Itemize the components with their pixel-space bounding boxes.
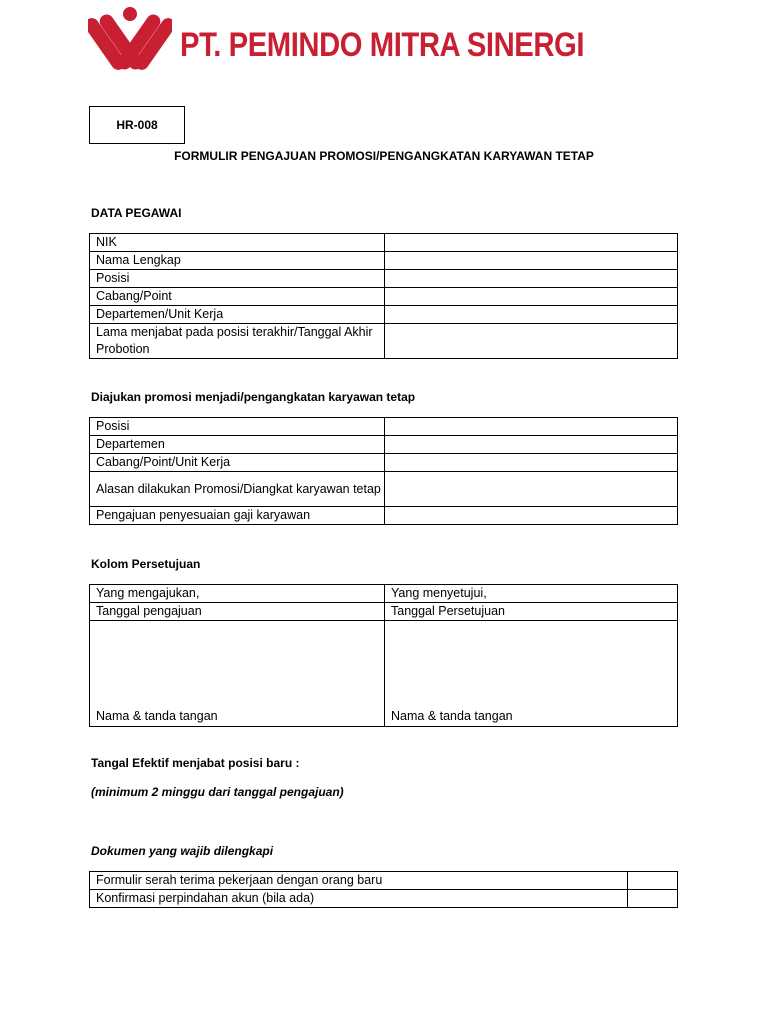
- document-label: Konfirmasi perpindahan akun (bila ada): [90, 890, 628, 908]
- effective-date-note: (minimum 2 minggu dari tanggal pengajuan): [91, 785, 344, 799]
- table-row: [90, 872, 678, 890]
- value-cell[interactable]: [385, 454, 678, 472]
- row-label: Alasan dilakukan Promosi/Diangkat karyawan tetap: [90, 472, 385, 507]
- approval-date-label: Tanggal Persetujuan: [385, 603, 678, 621]
- submission-date-label: Tanggal pengajuan: [90, 603, 385, 621]
- value-cell[interactable]: [385, 418, 678, 436]
- submitter-label: Yang mengajukan,: [90, 585, 385, 603]
- table-row: [90, 507, 678, 525]
- row-label: Posisi: [90, 418, 385, 436]
- row-label: Cabang/Point/Unit Kerja: [90, 454, 385, 472]
- approval-table: [89, 584, 678, 727]
- submitter-signature-cell[interactable]: [90, 621, 385, 727]
- section-heading-dokumen: Dokumen yang wajib dilengkapi: [91, 844, 274, 858]
- row-label: Nama Lengkap: [90, 252, 385, 270]
- checkbox-cell[interactable]: [628, 890, 678, 908]
- effective-date-label: Tangal Efektif menjabat posisi baru :: [91, 756, 300, 770]
- value-cell[interactable]: [385, 270, 678, 288]
- table-row: [90, 472, 678, 507]
- row-label: Departemen: [90, 436, 385, 454]
- row-label: Departemen/Unit Kerja: [90, 306, 385, 324]
- documents-table: [89, 871, 678, 908]
- section-heading-diajukan: Diajukan promosi menjadi/pengangkatan karyawan tetap: [91, 390, 416, 404]
- signature-label: Nama & tanda tangan: [391, 709, 513, 723]
- table-row: [90, 288, 678, 306]
- row-label: Cabang/Point: [90, 288, 385, 306]
- promotion-table: [89, 417, 678, 525]
- value-cell[interactable]: [385, 436, 678, 454]
- table-row: [90, 306, 678, 324]
- value-cell[interactable]: [385, 324, 678, 359]
- document-label: Formulir serah terima pekerjaan dengan orang baru: [90, 872, 628, 890]
- signature-label: Nama & tanda tangan: [96, 709, 218, 723]
- table-row: [90, 890, 678, 908]
- table-row: [90, 621, 678, 727]
- table-row: [90, 270, 678, 288]
- form-code: HR-008: [116, 118, 158, 132]
- section-heading-persetujuan: Kolom Persetujuan: [91, 557, 201, 571]
- value-cell[interactable]: [385, 288, 678, 306]
- value-cell[interactable]: [385, 507, 678, 525]
- table-row: [90, 454, 678, 472]
- approver-signature-cell[interactable]: [385, 621, 678, 727]
- table-row: [90, 585, 678, 603]
- checkbox-cell[interactable]: [628, 872, 678, 890]
- row-label: Lama menjabat pada posisi terakhir/Tanggal Akhir Probotion: [90, 324, 385, 359]
- company-name: PT. PEMINDO MITRA SINERGI: [180, 26, 585, 64]
- value-cell[interactable]: [385, 234, 678, 252]
- table-row: [90, 234, 678, 252]
- table-row: [90, 603, 678, 621]
- approver-label: Yang menyetujui,: [385, 585, 678, 603]
- table-row: [90, 418, 678, 436]
- table-row: [90, 436, 678, 454]
- value-cell[interactable]: [385, 252, 678, 270]
- row-label: Pengajuan penyesuaian gaji karyawan: [90, 507, 385, 525]
- table-row: [90, 324, 678, 359]
- table-row: [90, 252, 678, 270]
- section-heading-data-pegawai: DATA PEGAWAI: [91, 206, 182, 220]
- value-cell[interactable]: [385, 472, 678, 507]
- employee-data-table: [89, 233, 678, 359]
- form-title: FORMULIR PENGAJUAN PROMOSI/PENGANGKATAN KARYAWAN TETAP: [174, 149, 594, 163]
- company-logo-icon: [88, 4, 172, 88]
- form-code-box: [89, 106, 185, 144]
- value-cell[interactable]: [385, 306, 678, 324]
- row-label: Posisi: [90, 270, 385, 288]
- row-label: NIK: [90, 234, 385, 252]
